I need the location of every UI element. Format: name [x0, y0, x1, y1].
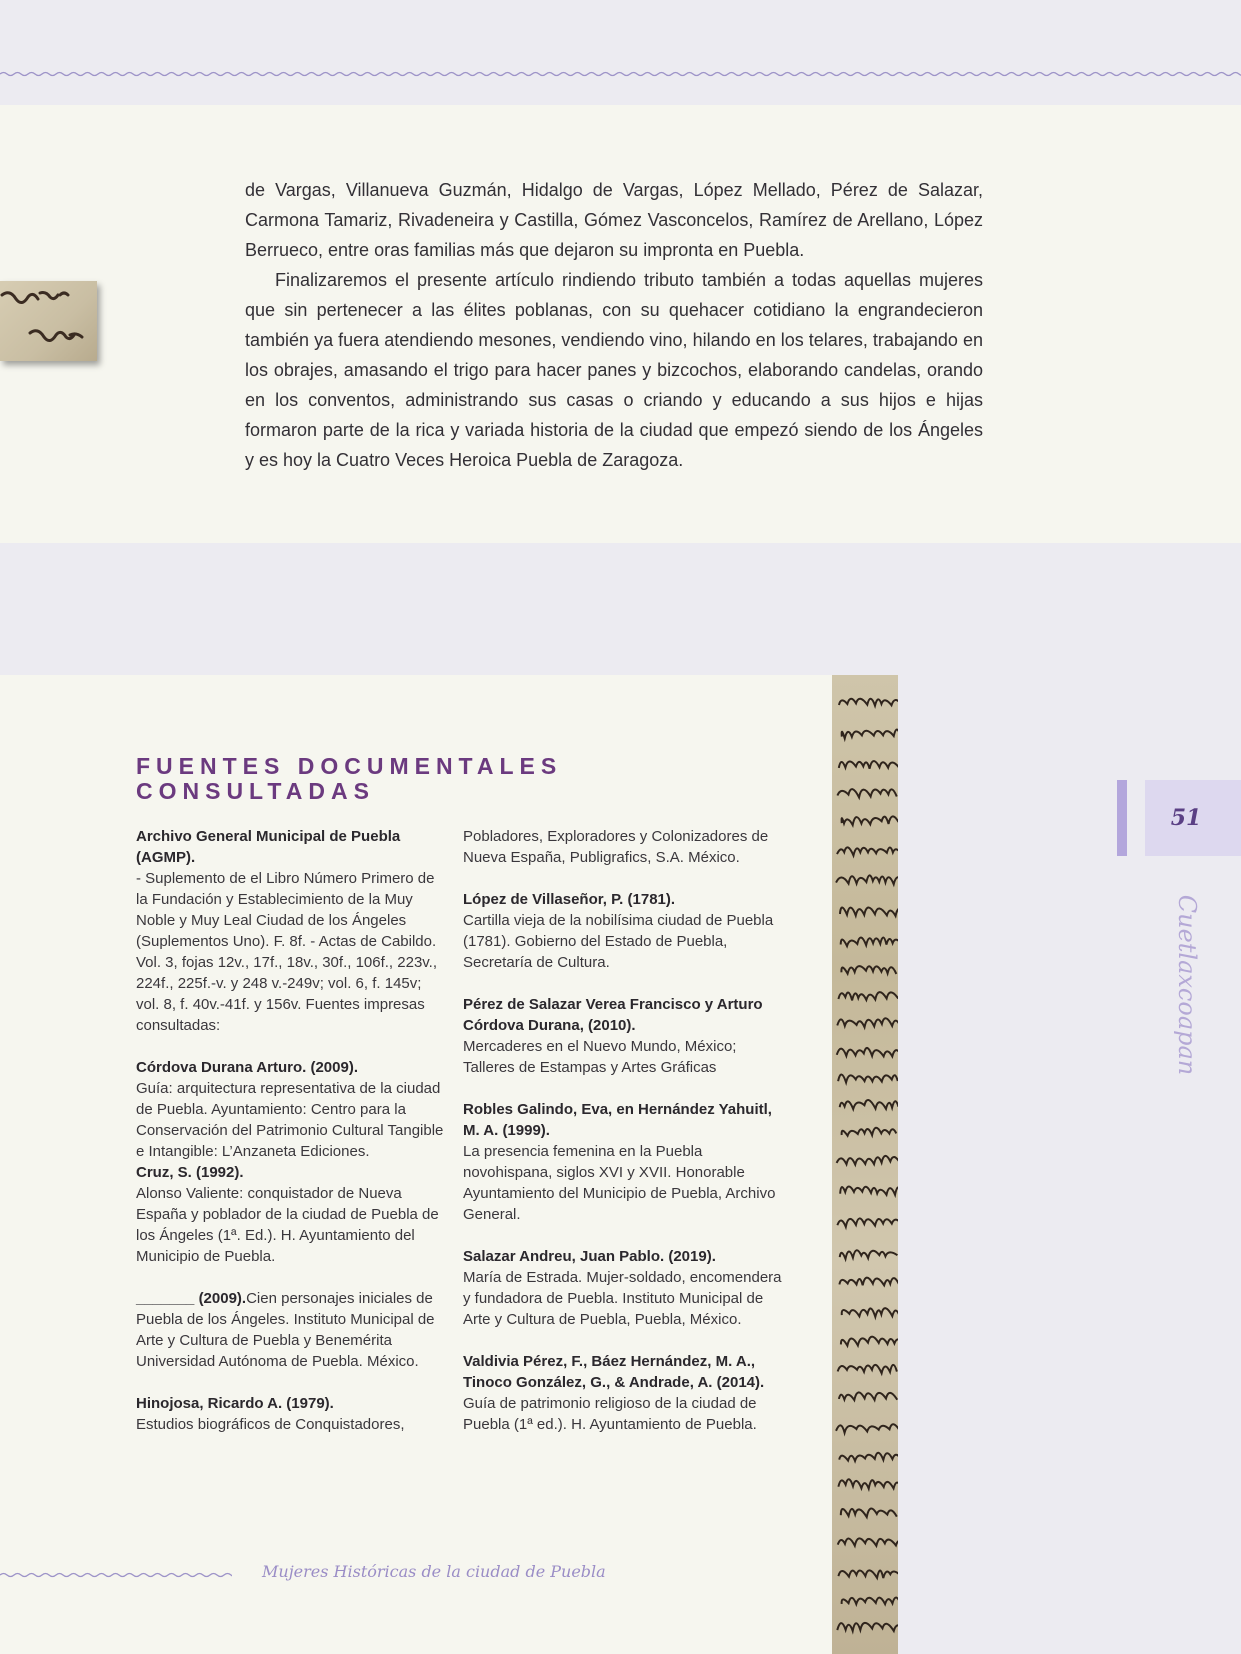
manuscript-scribble [837, 1623, 898, 1631]
reference-text: María de Estrada. Mujer-soldado, encomendera y fundadora de Puebla. Instituto Municipal de Arte y Cultura de Puebla, Puebla, México. [463, 1269, 782, 1328]
reference-text: Cartilla vieja de la nobilísima ciudad de Puebla (1781). Gobierno del Estado de Puebla, Secretaría de Cultura. [463, 912, 774, 971]
sources-heading [136, 754, 756, 804]
reference-text: Guía: arquitectura representativa de la ciudad de Puebla. Ayuntamiento: Centro para la Conservación del Patrimonio Cultural Tangible e Intangible: L’Anzaneta Ediciones. [136, 1080, 444, 1160]
manuscript-scribble [841, 937, 898, 946]
page-number: 51 [1170, 805, 1202, 831]
reference-entry [463, 1351, 783, 1435]
reference-author: López de Villaseñor, P. (1781). [463, 891, 676, 908]
sources-heading-line: FUENTES DOCUMENTALES [136, 753, 563, 779]
reference-entry [463, 826, 783, 868]
reference-text: Pobladores, Exploradores y Colonizadores de Nueva España, Publigrafics, S.A. México. [463, 828, 769, 866]
page-number-tab [1145, 780, 1241, 856]
reference-entry [463, 994, 783, 1078]
sources-column-left [136, 826, 444, 1456]
reference-author: Cruz, S. (1992). [136, 1164, 244, 1181]
manuscript-scribble [838, 1570, 898, 1578]
manuscript-scribble [842, 1128, 897, 1136]
manuscript-scribble [838, 992, 898, 1000]
manuscript-scribble [837, 847, 898, 855]
manuscript-scribble [837, 789, 896, 797]
reference-author: _______ (2009). [136, 1290, 247, 1307]
manuscript-scribble [842, 1598, 898, 1605]
manuscript-scribble [840, 1100, 898, 1109]
manuscript-scribble [842, 1308, 898, 1317]
reference-author: Córdova Durana Arturo. (2009). [136, 1059, 358, 1076]
manuscript-scribble [841, 966, 896, 974]
manuscript-scribble [840, 1250, 898, 1259]
manuscript-thumbnail [0, 281, 97, 361]
manuscript-scribble [839, 1453, 898, 1461]
reference-entry [136, 826, 444, 1036]
reference-entry [136, 1162, 444, 1267]
reference-entry [136, 1057, 444, 1162]
manuscript-scribble [838, 1365, 897, 1373]
footer-title: Mujeres Históricas de la ciudad de Puebla [262, 1562, 606, 1581]
manuscript-scribble [837, 1048, 898, 1056]
decorative-wave-bottom [0, 1569, 232, 1581]
manuscript-scribble [837, 1018, 898, 1027]
manuscript-scribble [839, 699, 898, 706]
reference-entry [463, 889, 783, 973]
sources-column-right [463, 826, 783, 1456]
page-tab-accent-bar [1117, 780, 1127, 856]
reference-entry [136, 1393, 444, 1435]
manuscript-scribble [837, 1218, 898, 1226]
running-side-title: Cuetlaxcoapan [1173, 894, 1201, 1076]
manuscript-scribble [839, 761, 898, 769]
manuscript-scribble [841, 1508, 897, 1517]
reference-author: Salazar Andreu, Juan Pablo. (2019). [463, 1248, 716, 1265]
manuscript-scribble [839, 1392, 897, 1400]
reference-entry [463, 1246, 783, 1330]
manuscript-scribble [840, 1187, 898, 1195]
manuscript-scribble [836, 1424, 898, 1432]
reference-author: Hinojosa, Ricardo A. (1979). [136, 1395, 334, 1412]
reference-text: Alonso Valiente: conquistador de Nueva España y poblador de la ciudad de Puebla de los Ángeles (1ª. Ed.). H. Ayuntamiento del Municipio de Puebla. [136, 1185, 439, 1265]
reference-author: Archivo General Municipal de Puebla (AGMP). [136, 828, 401, 866]
reference-entry [136, 1288, 444, 1372]
reference-text: Mercaderes en el Nuevo Mundo, México; Talleres de Estampas y Artes Gráficas [463, 1038, 737, 1076]
reference-author: Robles Galindo, Eva, en Hernández Yahuitl, M. A. (1999). [463, 1101, 772, 1139]
manuscript-scribble [838, 1479, 898, 1488]
reference-text: Cien personajes iniciales de Puebla de los Ángeles. Instituto Municipal de Arte y Cultura de Puebla y Benemérita Universidad Autónoma de Puebla. México. [136, 1290, 435, 1370]
manuscript-scribble [838, 1538, 898, 1545]
manuscript-scribble [842, 816, 898, 825]
manuscript-scribble [837, 1156, 898, 1165]
manuscript-scribble [836, 875, 898, 884]
reference-text: La presencia femenina en la Puebla novohispana, siglos XVI y XVII. Honorable Ayuntamiento del Municipio de Puebla, Archivo General. [463, 1143, 776, 1223]
manuscript-scribble [838, 1075, 898, 1083]
paragraph: Finalizaremos el presente artículo rindiendo tributo también a todas aquellas mujeres que sin pertenecer a las élites poblanas, con su quehacer cotidiano la engrandecieron también ya fuera atendiendo mesones, vendiendo vino, hilando en los telares, trabajando en los obrajes, amasando el trigo para hacer panes y bizcochos, elaborando candelas, orando en los conventos, administrando sus casas o criando y educando a sus hijos e hijas formaron parte de la rica y variada historia de la ciudad que empezó siendo de los Ángeles y es hoy la Cuatro Veces Heroica Puebla de Zaragoza. [245, 270, 983, 470]
reference-text: - Suplemento de el Libro Número Primero de la Fundación y Establecimiento de la Muy Noble y Muy Leal Ciudad de los Ángeles (Suplementos Uno). F. 8f. - Actas de Cabildo. Vol. 3, fojas 12v., 17f., 18v., 30f., 106f., 223v., 224f., 225f.-v. y 248 v.-249v; vol. 6, f. 145v; vol. 8, f. 40v.-41f. y 156v. Fuentes impresas consultadas: [136, 870, 438, 1034]
manuscript-scribble [842, 729, 898, 738]
reference-author: Pérez de Salazar Verea Francisco y Arturo Córdova Durana, (2010). [463, 996, 763, 1034]
manuscript-strip-image [832, 675, 898, 1654]
reference-entry [463, 1099, 783, 1225]
manuscript-scribble [840, 907, 898, 915]
reference-text: Guía de patrimonio religioso de la ciudad de Puebla (1ª ed.). H. Ayuntamiento de Puebla. [463, 1395, 757, 1433]
sources-heading-line: CONSULTADAS [136, 778, 375, 804]
manuscript-scribble [841, 1337, 898, 1346]
manuscript-scribble [839, 1278, 898, 1286]
paragraph: de Vargas, Villanueva Guzmán, Hidalgo de Vargas, López Mellado, Pérez de Salazar, Carmona Tamariz, Rivadeneira y Castilla, Gómez Vasconcelos, Ramírez de Arellano, López Berrueco, entre oras familias más que dejaron su impronta en Puebla. [245, 180, 983, 260]
decorative-wave-top [0, 68, 1241, 80]
reference-text: Estudios biográficos de Conquistadores, [136, 1416, 405, 1433]
reference-author: Valdivia Pérez, F., Báez Hernández, M. A., Tinoco González, G., & Andrade, A. (2014). [463, 1353, 765, 1391]
article-text [245, 175, 983, 475]
